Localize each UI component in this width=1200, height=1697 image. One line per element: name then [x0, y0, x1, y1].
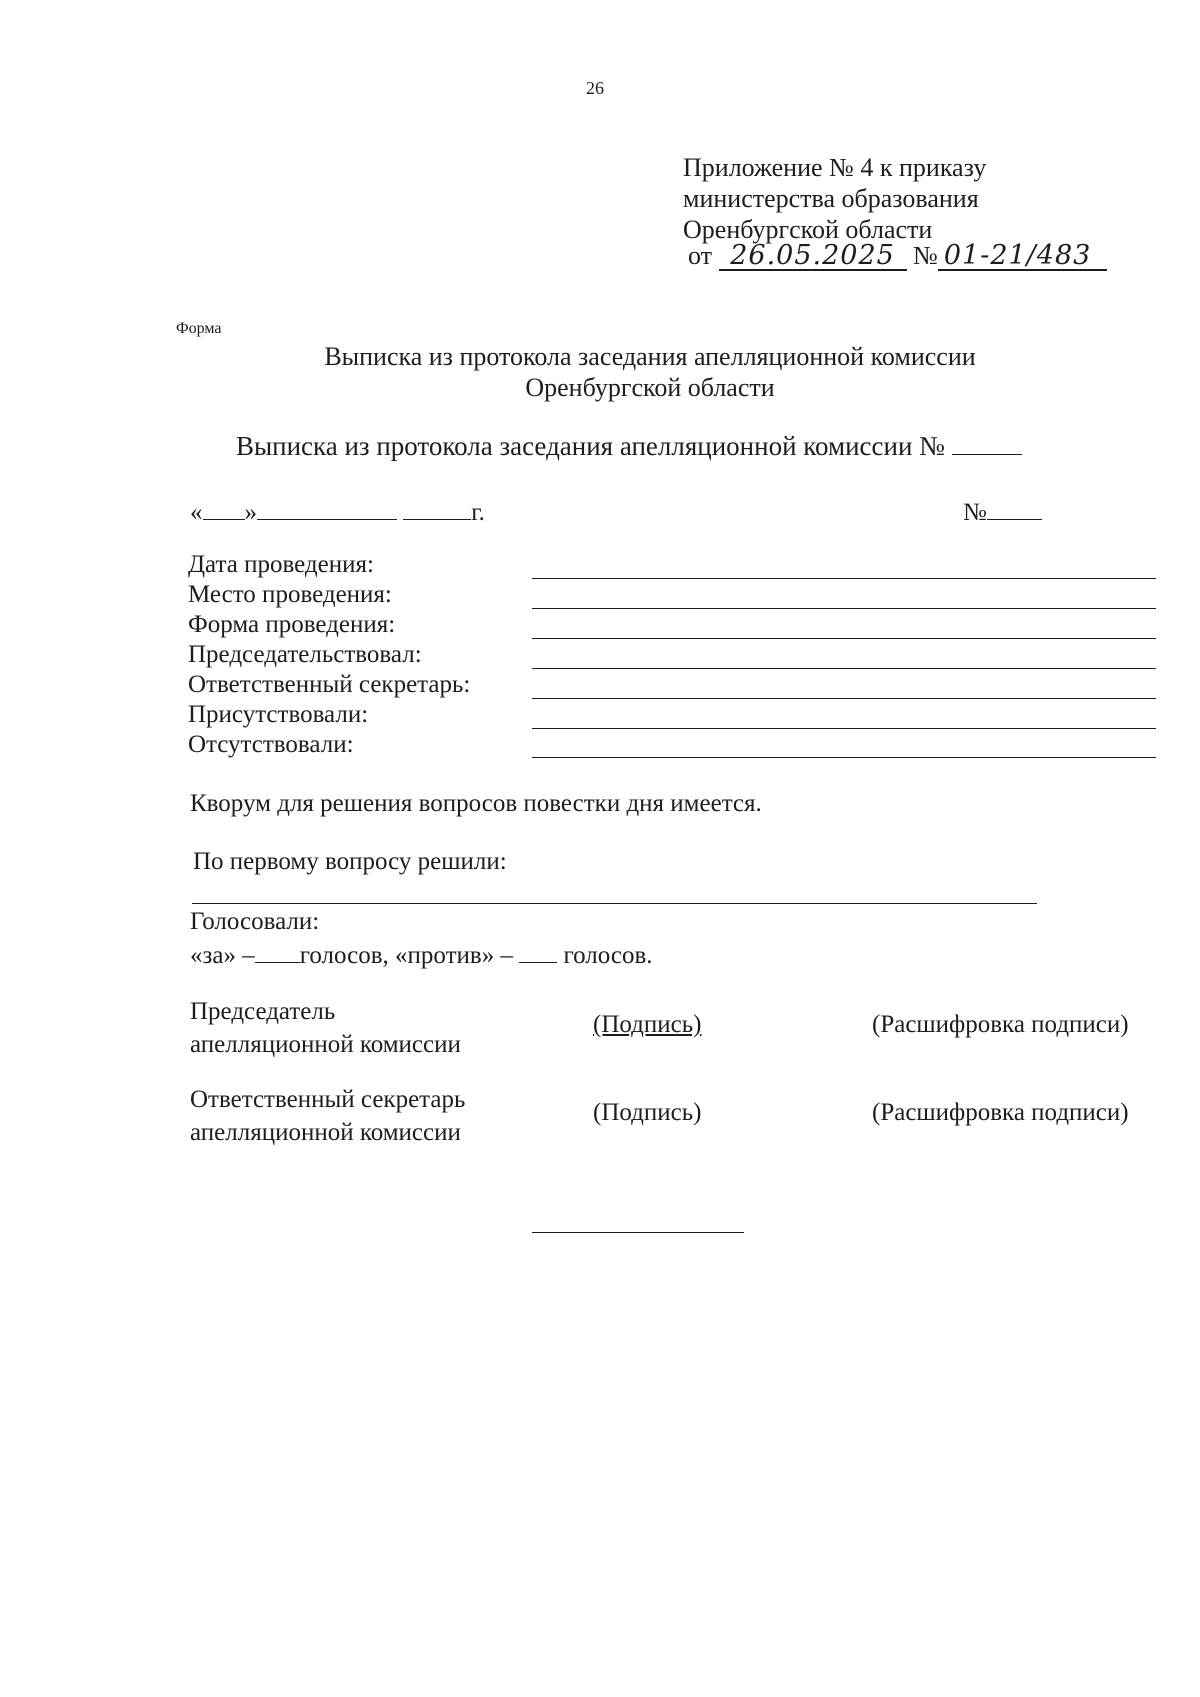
protocol-number-blank: [987, 495, 1042, 520]
appendix-header: [683, 152, 986, 245]
field-underline-form: [532, 638, 1156, 639]
appendix-line-2: министерства образования: [683, 184, 979, 213]
field-row-present: [188, 700, 470, 730]
day-blank: [203, 495, 245, 520]
votes-line: [190, 938, 653, 970]
field-row-date: [188, 550, 470, 580]
field-underline-secretary: [532, 698, 1156, 699]
date-line: [190, 495, 485, 527]
field-row-chair: [188, 640, 470, 670]
quorum-text: Кворум для решения вопросов повестки дня имеется.: [190, 790, 762, 817]
handwritten-number: 01-21/483: [938, 243, 1107, 271]
votes-word: голосов.: [563, 942, 653, 969]
document-title-line-2: Оренбургской области: [525, 373, 775, 402]
form-label: Форма: [176, 320, 222, 337]
votes-for: «за» –: [190, 942, 255, 969]
decision-underline: [192, 903, 1037, 904]
votes-for-blank: [255, 938, 300, 963]
field-row-form: [188, 610, 470, 640]
meeting-fields: [188, 550, 470, 760]
votes-against-blank: [519, 938, 557, 963]
extract-subtitle-text: Выписка из протокола заседания апелляционной комиссии №: [236, 431, 945, 461]
year-blank: [403, 495, 471, 520]
appendix-line-1: Приложение № 4 к приказу: [683, 153, 987, 182]
field-underline-absent: [532, 757, 1156, 758]
from-label: от: [688, 241, 713, 270]
extract-number-blank: [952, 430, 1022, 455]
chair-title-line-1: Председатель: [190, 998, 336, 1025]
votes-against: голосов, «против» –: [299, 942, 513, 969]
field-label: Форма проведения:: [188, 611, 396, 638]
protocol-number-label: №: [963, 499, 987, 526]
field-label: Отсутствовали:: [188, 731, 354, 758]
page-number: 26: [586, 78, 604, 98]
field-label: Дата проведения:: [188, 551, 374, 578]
end-of-document-line: [532, 1232, 744, 1233]
document-title-line-1: Выписка из протокола заседания апелляционной комиссии: [324, 342, 976, 371]
open-quote: «: [190, 499, 203, 526]
secretary-signature-decode: (Расшифровка подписи): [872, 1099, 1129, 1126]
month-blank: [257, 495, 397, 520]
chair-signature-placeholder: (Подпись): [593, 1011, 702, 1038]
field-label: Присутствовали:: [188, 701, 369, 728]
close-quote: »: [244, 499, 257, 526]
field-underline-present: [532, 728, 1156, 729]
field-underline-place: [532, 608, 1156, 609]
field-underline-chair: [532, 668, 1156, 669]
secretary-title-line-2: апелляционной комиссии: [190, 1119, 461, 1146]
year-suffix: г.: [471, 499, 485, 526]
votes-label: Голосовали:: [190, 908, 320, 935]
appendix-line-3: Оренбургской области: [683, 215, 933, 244]
field-underline-date: [532, 578, 1156, 579]
protocol-number-line: [963, 495, 1042, 527]
extract-subtitle: [236, 430, 1022, 462]
handwritten-date: 26.05.2025: [719, 243, 907, 271]
chair-signature-decode: (Расшифровка подписи): [872, 1011, 1129, 1038]
field-label: Место проведения:: [188, 581, 392, 608]
field-label: Председательствовал:: [188, 641, 422, 668]
appendix-order-line: [688, 240, 1107, 271]
secretary-signature-title: [190, 1083, 465, 1149]
field-label: Ответственный секретарь:: [188, 671, 471, 698]
number-label: №: [913, 241, 938, 270]
field-row-absent: [188, 730, 470, 760]
secretary-signature-placeholder: (Подпись): [593, 1099, 702, 1126]
secretary-title-line-1: Ответственный секретарь: [190, 1086, 466, 1113]
field-row-secretary: [188, 670, 470, 700]
first-question-text: По первому вопросу решили:: [193, 848, 507, 875]
chair-title-line-2: апелляционной комиссии: [190, 1031, 461, 1058]
chair-signature-title: [190, 995, 461, 1061]
field-row-place: [188, 580, 470, 610]
